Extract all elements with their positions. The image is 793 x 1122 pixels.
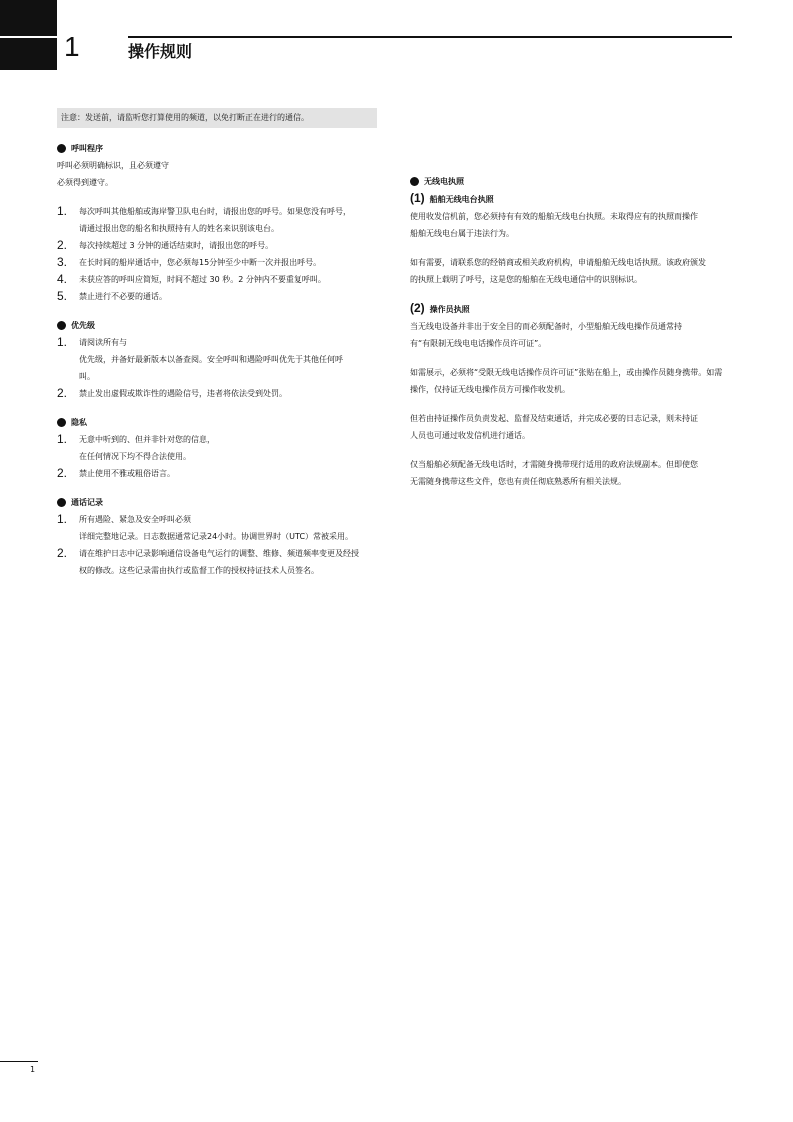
left-column [57,140,387,579]
item-line: 所有遇险、紧急及安全呼叫必须 [79,515,191,524]
privacy-title: 隐私 [71,418,87,427]
priority-section-heading [57,317,387,334]
chapter-tab-notch [0,36,57,38]
item-number: 2. [57,466,68,480]
bullet-icon [57,498,66,507]
paragraph-line: 人员也可通过收发信机进行通话。 [410,431,530,440]
list-item [57,465,387,482]
paragraph-line: 使用收发信机前，您必须持有有效的船舶无线电台执照。未取得应有的执照而操作 [410,212,698,221]
item-line: 叫。 [79,372,95,381]
bullet-icon [57,418,66,427]
item-line: 禁止进行不必要的通话。 [79,292,167,301]
item-number: 1. [57,432,68,446]
list-item [57,545,387,579]
item-number: 2. [57,546,68,560]
calling-title: 呼叫程序 [71,144,103,153]
item-number: 2. [57,238,68,252]
paragraph-line: 当无线电设备并非出于安全目的而必须配备时，小型船舶无线电操作员通常持 [410,322,682,331]
item-line: 详细完整地记录。日志数据通常记录24小时。协调世界时（UTC）常被采用。 [79,532,354,541]
item-number: 2. [57,386,68,400]
item-line: 禁止使用不雅或粗俗语言。 [79,469,175,478]
privacy-section-heading [57,414,387,431]
footer-rule [0,1061,38,1062]
item-number: 1. [57,512,68,526]
item-number: 1. [57,335,68,349]
priority-title: 优先级 [71,321,95,330]
list-item [57,237,387,254]
title-rule [128,36,732,38]
sub-title: 操作员执照 [429,305,470,314]
list-item [57,288,387,305]
list-item [57,431,387,465]
notice-banner: 注意：发送前，请监听您打算使用的频道，以免打断正在进行的通信。 [57,108,377,128]
paragraph-line: 操作，仅持证无线电操作员方可操作收发机。 [410,385,570,394]
list-item [57,511,387,545]
bullet-icon [57,321,66,330]
chapter-number: 1 [64,31,80,62]
item-line: 无意中听到的、但并非针对您的信息， [79,435,215,444]
paragraph-line: 仅当船舶必须配备无线电话时，才需随身携带现行适用的政府法规副本。但即使您 [410,460,698,469]
item-number: 3. [57,255,68,269]
sub-number: (2) [410,301,425,315]
license-section-heading [410,173,750,190]
chapter-tab [0,0,57,70]
item-line: 禁止发出虚假或欺诈性的遇险信号，违者将依法受到处罚。 [79,389,287,398]
page-number: 1 [30,1065,36,1074]
logs-section-heading [57,494,387,511]
calling-intro-line: 呼叫必须明确标识，且必须遵守 [57,161,169,170]
item-line: 每次持续超过 3 分钟的通话结束时，请报出您的呼号。 [79,241,274,250]
item-line: 权的修改。这些记录需由执行或监督工作的授权持证技术人员签名。 [79,566,319,575]
paragraph-line: 但若由持证操作员负责发起、监督及结束通话，并完成必要的日志记录，则未持证 [410,414,698,423]
list-item [57,385,387,402]
station-license-heading [410,190,750,208]
paragraph-line: 如需展示，必须将“受限无线电话操作员许可证”张贴在船上，或由操作员随身携带。如需 [410,368,723,377]
list-item [57,254,387,271]
logs-title: 通话记录 [71,498,103,507]
item-line: 优先级，并备好最新版本以备查阅。安全呼叫和遇险呼叫优先于其他任何呼 [79,355,343,364]
right-column [410,173,750,490]
item-number: 5. [57,289,68,303]
operator-license-heading [410,300,750,318]
calling-intro-line: 必须得到遵守。 [57,178,113,187]
item-line: 在长时间的船岸通话中，您必须每15分钟至少中断一次并报出呼号。 [79,258,322,267]
item-line: 请在维护日志中记录影响通信设备电气运行的调整、维修、频道频率变更及经授 [79,549,359,558]
sub-number: (1) [410,191,425,205]
item-number: 1. [57,204,68,218]
item-line: 每次呼叫其他船舶或海岸警卫队电台时，请报出您的呼号。如果您没有呼号， [79,207,351,216]
chapter-title: 操作规则 [128,42,193,61]
bullet-icon [57,144,66,153]
calling-section-heading [57,140,387,157]
item-line: 请通过报出您的船名和执照持有人的姓名来识别该电台。 [79,224,279,233]
license-title: 无线电执照 [424,177,464,186]
list-item [57,203,387,237]
paragraph-line: 如有需要，请联系您的经销商或相关政府机构，申请船舶无线电话执照。该政府颁发 [410,258,706,267]
paragraph-line: 船舶无线电台属于违法行为。 [410,229,514,238]
paragraph-line: 无需随身携带这些文件，您也有责任彻底熟悉所有相关法规。 [410,477,626,486]
sub-title: 船舶无线电台执照 [429,195,494,204]
bullet-icon [410,177,419,186]
list-item [57,271,387,288]
item-line: 在任何情况下均不得合法使用。 [79,452,191,461]
item-line: 未获应答的呼叫应简短，时间不超过 30 秒。2 分钟内不要重复呼叫。 [79,275,326,284]
item-number: 4. [57,272,68,286]
paragraph-line: 的执照上载明了呼号，这是您的船舶在无线电通信中的识别标识。 [410,275,642,284]
paragraph-line: 有“有限制无线电电话操作员许可证”。 [410,339,547,348]
list-item [57,334,387,385]
item-line: 请阅读所有与 [79,338,127,347]
